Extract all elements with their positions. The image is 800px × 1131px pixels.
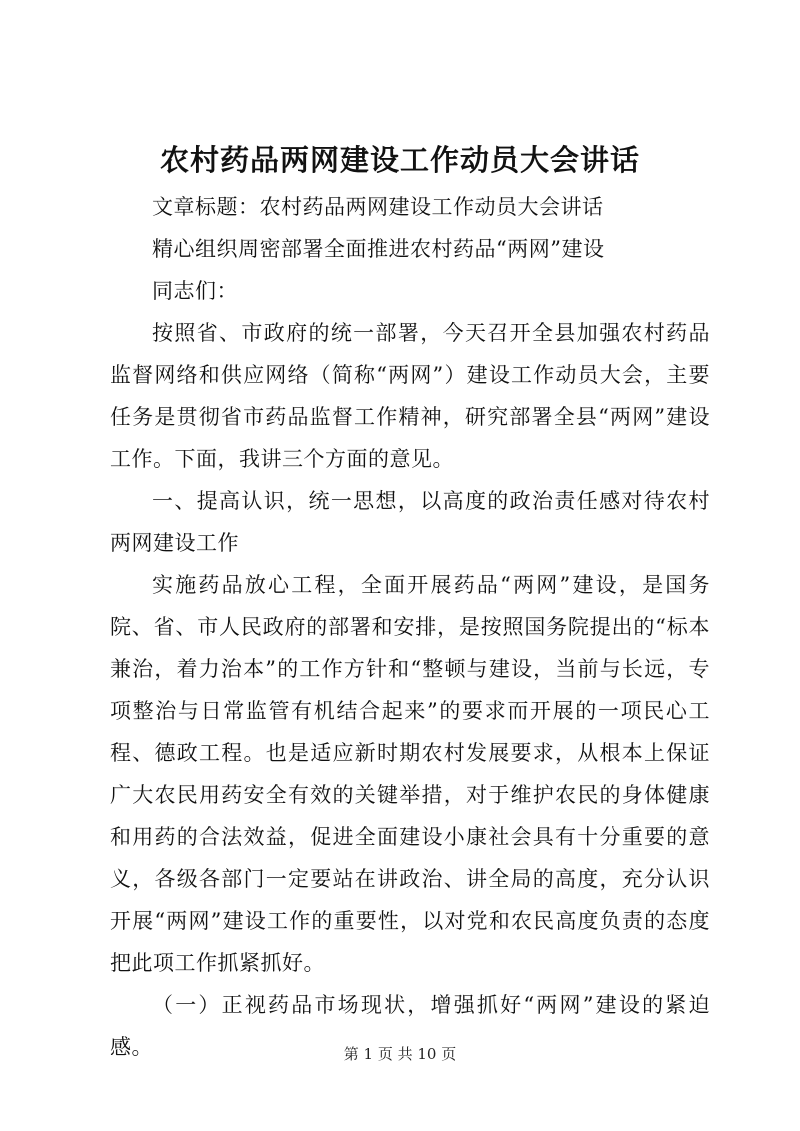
document-title: 农村药品两网建设工作动员大会讲话 — [159, 143, 640, 177]
subtitle-line: 精心组织周密部署全面推进农村药品“两网”建设 — [152, 237, 605, 261]
document-body — [110, 186, 710, 1068]
intro-paragraph: 按照省、市政府的统一部署，今天召开全县加强农村药品监督网络和供应网络（简称“两网”）建设工作动员大会，主要任务是贯彻省市药品监督工作精神，研究部署全县“两网”建设工作。下面，我讲三个方面的意见。 — [110, 321, 710, 471]
subsection-heading: （一）正视药品市场现状，增强抓好“两网”建设的紧迫感。 — [110, 993, 710, 1059]
body-paragraph: 实施药品放心工程，全面开展药品“两网”建设，是国务院、省、市人民政府的部署和安排，是按照国务院提出的“标本兼治，着力治本”的工作方针和“整顿与建设，当前与长远，专项整治与日常监管有机结合起来”的要求而开展的一项民心工程、德政工程。也是适应新时期农村发展要求，从根本上保证广大农民用药安全有效的关键举措，对于维护农民的身体健康和用药的合法效益，促进全面建设小康社会具有十分重要的意义，各级各部门一定要站在讲政治、讲全局的高度，充分认识开展“两网”建设工作的重要性，以对党和农民高度负责的态度把此项工作抓紧抓好。 — [110, 573, 710, 975]
article-title-line: 文章标题：农村药品两网建设工作动员大会讲话 — [152, 195, 604, 219]
salutation: 同志们： — [152, 279, 238, 303]
section-heading: 一、提高认识，统一思想，以高度的政治责任感对待农村两网建设工作 — [110, 489, 710, 555]
page-footer: 第 1 页 共 10 页 — [343, 1045, 457, 1063]
